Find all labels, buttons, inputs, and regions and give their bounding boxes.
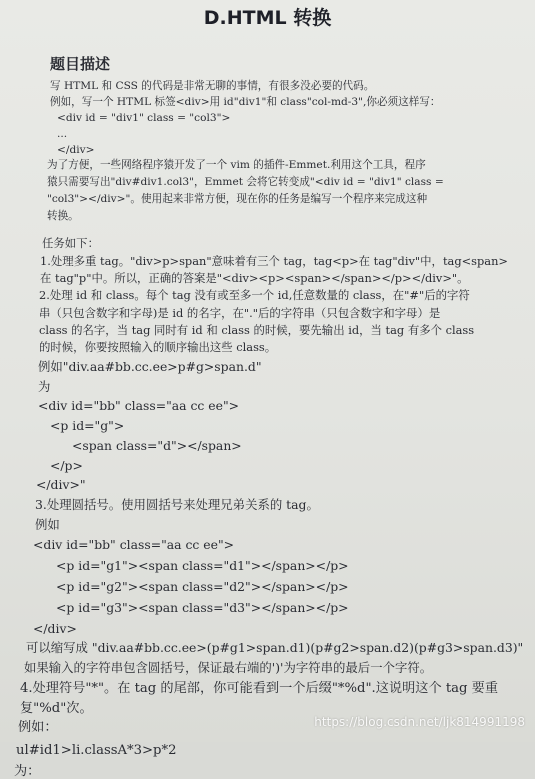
code-line: <span class="d"></span> — [72, 438, 242, 453]
section-heading: 题目描述 — [50, 55, 111, 73]
example-line: 例如"div.aa#bb.cc.ee>p#g>span.d" — [38, 359, 262, 374]
body-line: 为： — [14, 764, 41, 779]
body-line: 4.处理符号"*"。在 tag 的尾部，你可能看到一个后缀"*%d".这说明这个 tag 要重 — [20, 681, 499, 696]
code-line: <p id="g"> — [50, 418, 125, 433]
body-line: 为了方便，一些网络程序猿开发了一个 vim 的插件-Emmet.利用这个工具，程序 — [47, 159, 426, 171]
code-line: ul#id1>li.classA*3>p*2 — [16, 743, 177, 758]
body-line: 如果输入的字符串包含圆括号，保证最右端的')'为字符串的最后一个字符。 — [24, 660, 433, 675]
code-line: ... — [57, 128, 68, 140]
body-line: 复"%d"次。 — [20, 701, 93, 716]
body-line: 3.处理圆括号。使用圆括号来处理兄弟关系的 tag。 — [35, 497, 319, 512]
body-line: class 的名字，当 tag 同时有 id 和 class 的时候，要先输出 id，当 tag 有多个 class — [39, 323, 475, 337]
body-line: 任务如下： — [42, 236, 99, 250]
code-line: </div> — [33, 621, 77, 636]
body-line: 串（只包含数字和字母)是 id 的名字，在"."后的字符串（只包含数字和字母）是 — [39, 306, 441, 320]
code-line: <div id="bb" class="aa cc ee"> — [38, 398, 240, 413]
code-line: </p> — [50, 458, 83, 473]
code-line: <p id="g3"><span class="d3"></span></p> — [56, 600, 349, 615]
code-line: </div> — [57, 144, 95, 156]
body-line: 写 HTML 和 CSS 的代码是非常无聊的事情，有很多没必要的代码。 — [50, 80, 375, 92]
body-line: 转换。 — [47, 210, 79, 222]
body-line: 为 — [38, 379, 51, 394]
body-line: "col3"></div>"。使用起来非常方便，现在你的任务是编写一个程序来完成这种 — [47, 193, 428, 205]
body-line: 例如，写一个 HTML 标签<div>用 id"div1"和 class"col-md-3",你必须这样写： — [50, 96, 441, 108]
body-line: 可以缩写成 "div.aa#bb.cc.ee>(p#g1>span.d1)(p#g2>span.d2)(p#g3>span.d3)" — [26, 640, 524, 655]
document-title: D.HTML 转换 — [203, 7, 332, 29]
body-line: 例如 — [35, 517, 60, 532]
body-line: 猿只需要写出"div#div1.col3"，Emmet 会将它转变成"<div id = "div1" class = — [47, 176, 444, 188]
body-line: 2.处理 id 和 class。每个 tag 没有或至多一个 id,任意数量的 class，在"#"后的字符 — [39, 288, 470, 302]
code-line: <p id="g2"><span class="d2"></span></p> — [56, 579, 349, 594]
code-line: </div>" — [36, 477, 86, 492]
body-line: 1.处理多重 tag。"div>p>span"意味着有三个 tag，tag<p>在 tag"div"中，tag<span> — [40, 254, 508, 268]
watermark-url: https://blog.csdn.net/ljk814991198 — [314, 715, 525, 729]
body-line: 在 tag"p"中。所以，正确的答案是"<div><p><span></span></p></div>"。 — [40, 271, 469, 285]
code-line: <p id="g1"><span class="d1"></span></p> — [56, 558, 349, 573]
code-line: <div id="bb" class="aa cc ee"> — [33, 537, 235, 552]
body-line: 的时候，你要按照输入的顺序输出这些 class。 — [39, 340, 277, 354]
code-line: <div id = "div1" class = "col3"> — [57, 112, 231, 124]
body-line: 例如： — [18, 720, 58, 735]
